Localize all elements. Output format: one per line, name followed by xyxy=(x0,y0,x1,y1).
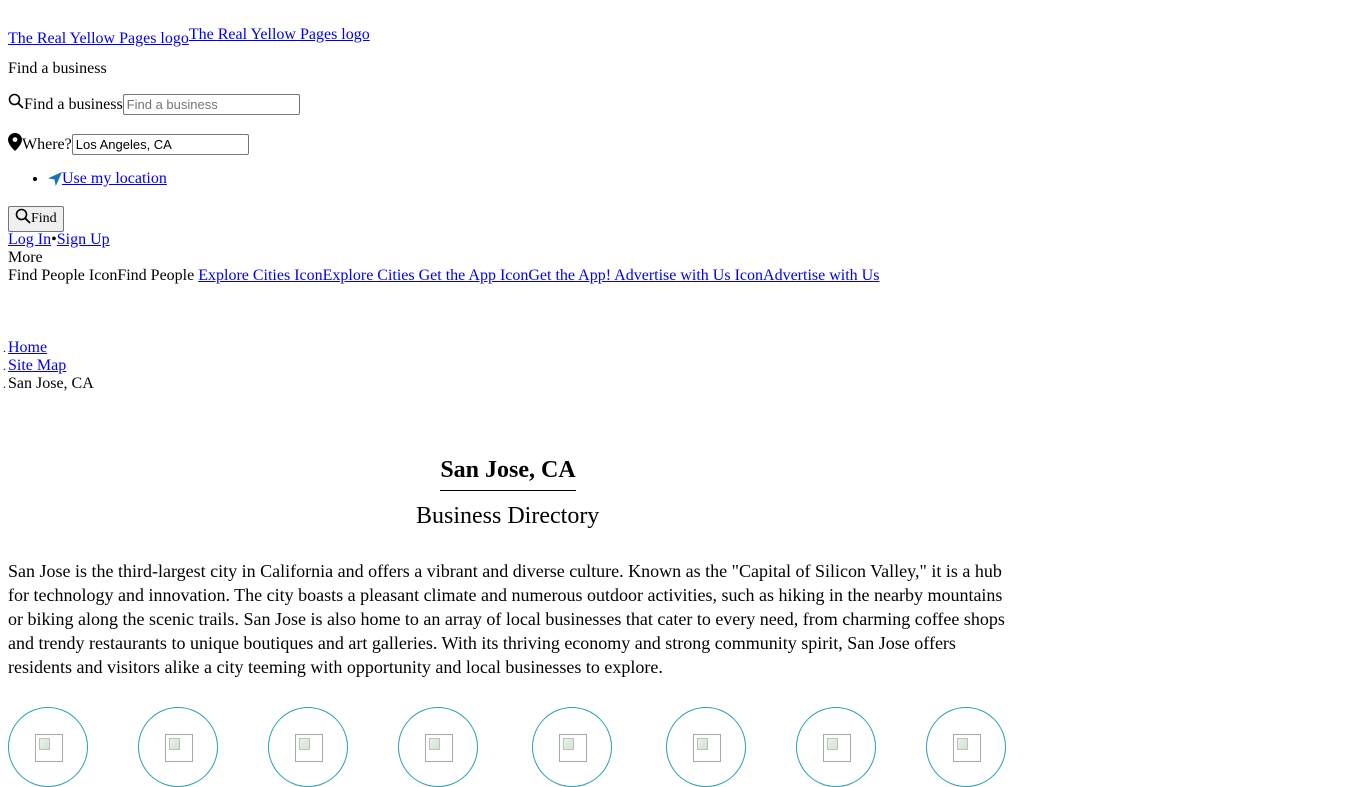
find-button[interactable] xyxy=(8,206,64,232)
category-image-icon xyxy=(953,734,981,762)
account-links xyxy=(8,231,110,249)
breadcrumb-bullet: . xyxy=(3,359,6,373)
category-link[interactable] xyxy=(398,707,478,787)
breadcrumb-bullet: . xyxy=(3,341,6,355)
nav-item-label: Explore Cities xyxy=(322,267,415,284)
search-row xyxy=(8,94,300,115)
city-description: San Jose is the third-largest city in California and offers a vibrant and diverse culture. Known as the "Capital of Silicon Valley," it is a hub for technology and innovation. The city boasts a pleasant climate and numerous outdoor activities, such as hiking in the nearby mountains or biking along the scenic trails. San Jose is also home to an array of local businesses that cater to every need, from charming coffee shops and trendy restaurants to unique boutiques and art galleries. With its thriving economy and strong community spirit, San Jose offers residents and visitors alike a city teeming with opportunity and local businesses to explore. xyxy=(8,561,1005,677)
page-subtitle: Business Directory xyxy=(416,503,600,529)
category-image-icon xyxy=(823,734,851,762)
use-location-item xyxy=(48,170,167,188)
category-image-icon xyxy=(165,734,193,762)
find-people-icon: Find People Icon xyxy=(8,267,118,284)
separator-dot: • xyxy=(51,231,57,248)
logo-link-secondary[interactable] xyxy=(189,26,370,44)
logo-row xyxy=(8,26,370,48)
signup-link[interactable]: Sign Up xyxy=(56,231,110,248)
category-image-icon xyxy=(425,734,453,762)
more-menu-toggle[interactable]: More xyxy=(8,249,43,266)
nav-item-find-people[interactable] xyxy=(8,267,198,284)
category-image-icon xyxy=(295,734,323,762)
logo-alt-text: The Real Yellow Pages logo xyxy=(8,30,189,47)
search-icon xyxy=(15,208,31,224)
location-options xyxy=(8,170,167,188)
use-my-location-link[interactable]: Use my location xyxy=(62,170,167,187)
nav-item-explore-cities[interactable] xyxy=(198,267,418,284)
category-image-icon xyxy=(559,734,587,762)
search-icon xyxy=(8,93,24,109)
page-title: San Jose, CA xyxy=(440,457,576,491)
search-input[interactable] xyxy=(123,94,300,115)
secondary-nav xyxy=(8,267,879,285)
explore-cities-icon: Explore Cities Icon xyxy=(198,267,323,284)
category-link[interactable] xyxy=(666,707,746,787)
category-link[interactable] xyxy=(796,707,876,787)
find-button-label: Find xyxy=(31,211,57,226)
find-heading: Find a business xyxy=(8,60,107,77)
login-link[interactable]: Log In xyxy=(8,231,52,248)
category-link[interactable] xyxy=(926,707,1006,787)
logo-link[interactable] xyxy=(8,30,189,48)
category-image-icon xyxy=(35,734,63,762)
breadcrumb-current: San Jose, CA xyxy=(8,375,94,392)
breadcrumb-site-map[interactable]: Site Map xyxy=(8,357,67,374)
location-arrow-icon xyxy=(48,172,62,186)
location-row xyxy=(8,134,249,155)
category-link[interactable] xyxy=(268,707,348,787)
advertise-icon: Advertise with Us Icon xyxy=(614,267,764,284)
map-pin-icon xyxy=(8,133,22,151)
breadcrumb xyxy=(3,339,94,393)
nav-item-label: Find People xyxy=(117,267,195,284)
nav-item-label: Advertise with Us xyxy=(763,267,880,284)
location-label: Where? xyxy=(22,135,72,153)
nav-item-advertise[interactable] xyxy=(614,267,879,284)
category-image-icon xyxy=(693,734,721,762)
breadcrumb-home[interactable]: Home xyxy=(8,339,48,356)
category-link[interactable] xyxy=(138,707,218,787)
category-link[interactable] xyxy=(8,707,88,787)
logo-alt-text-secondary: The Real Yellow Pages logo xyxy=(188,26,370,43)
get-app-icon: Get the App Icon xyxy=(418,267,529,284)
breadcrumb-bullet: . xyxy=(3,377,6,391)
location-input[interactable] xyxy=(72,134,249,155)
nav-item-get-app[interactable] xyxy=(419,267,615,284)
category-link[interactable] xyxy=(532,707,612,787)
search-label: Find a business xyxy=(24,95,123,113)
nav-item-label: Get the App! xyxy=(528,267,612,284)
